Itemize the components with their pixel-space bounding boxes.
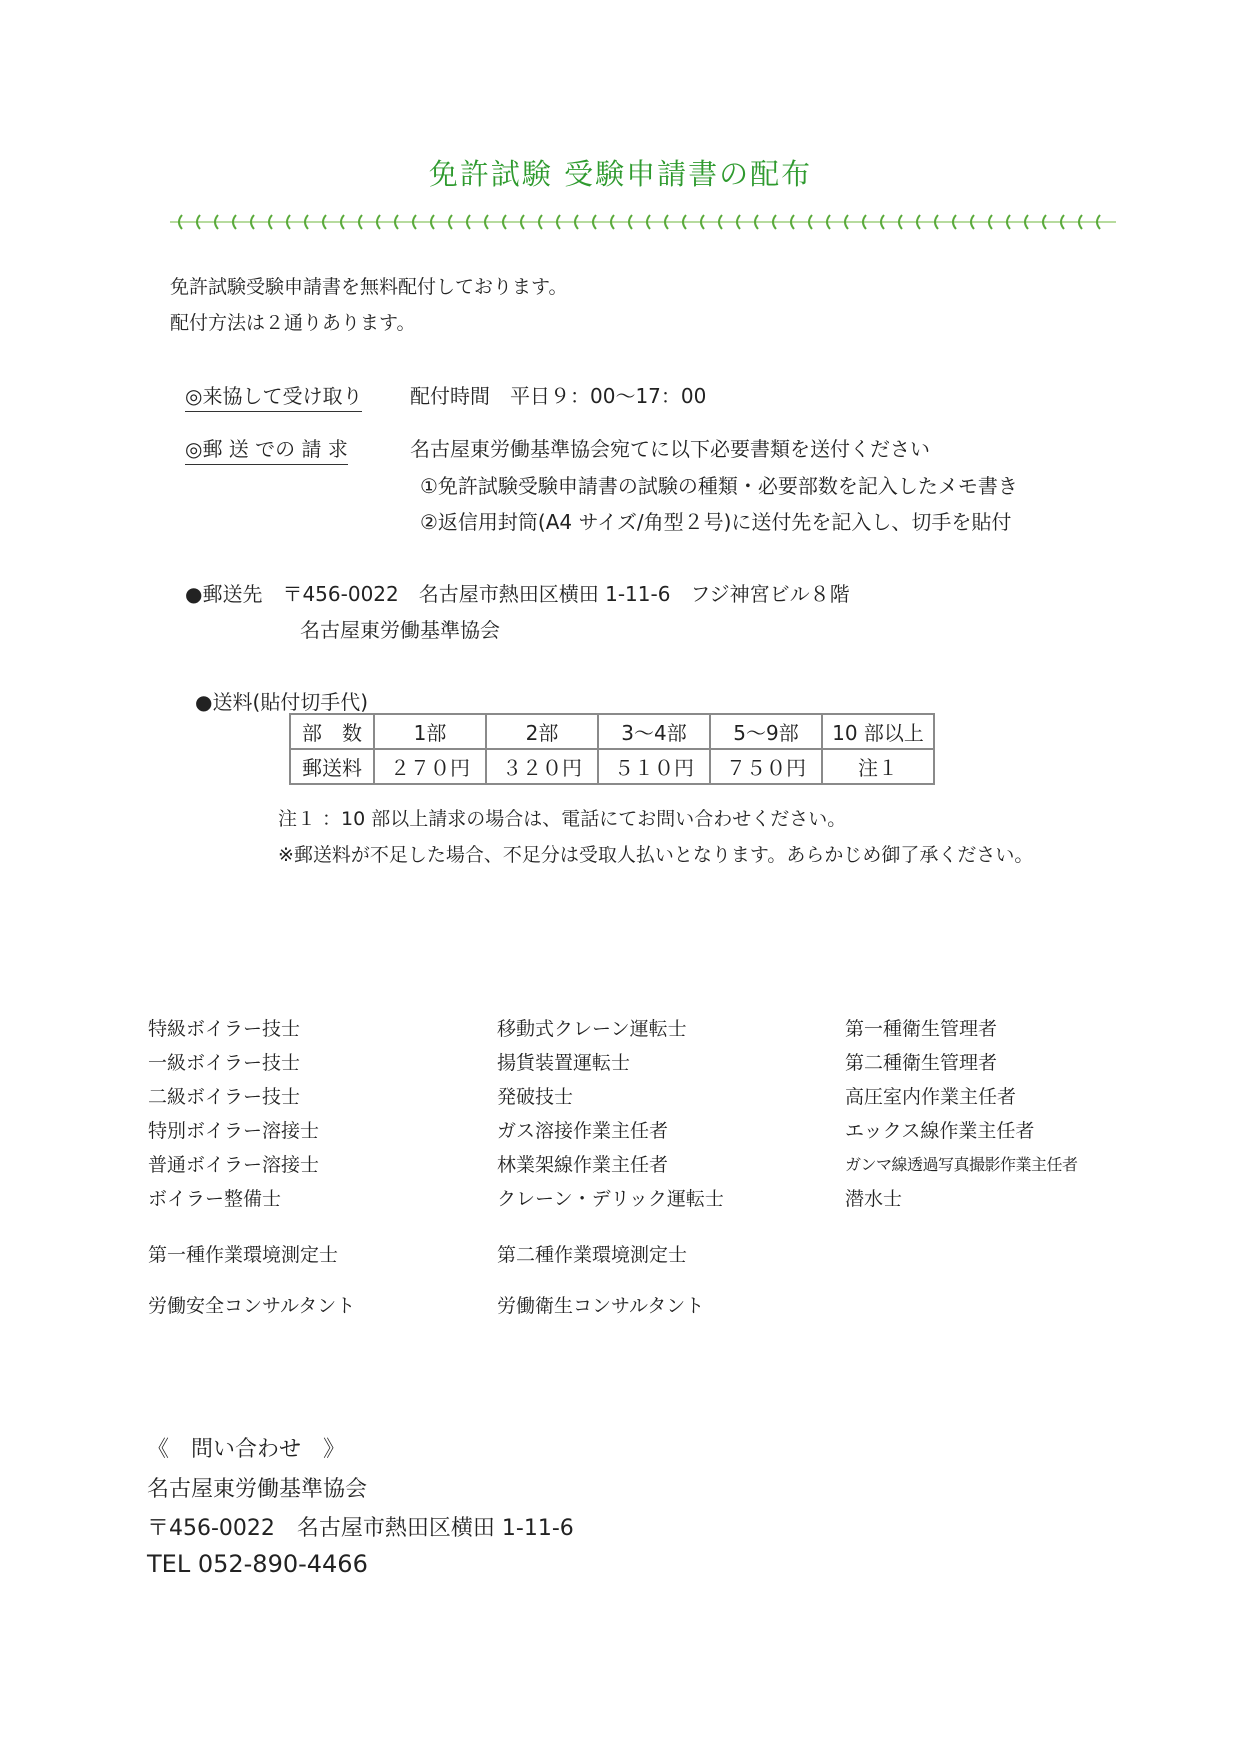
exam-list-col-3: [845, 1012, 1078, 1216]
exam-list-col-1: [148, 1012, 319, 1216]
contact-heading: 《 問い合わせ 》: [147, 1437, 346, 1462]
exam-item: 特別ボイラー溶接士: [148, 1120, 320, 1142]
fee-table-header-row: [290, 714, 934, 749]
contact-address: 〒456-0022 名古屋市熱田区横田 1-11-6: [147, 1516, 574, 1541]
exam-item: ガンマ線透過写真撮影作業主任者: [845, 1155, 1078, 1174]
fee-note-1: 注１ ：10 部以上請求の場合は、電話にてお問い合わせください。: [278, 808, 847, 830]
fee-cell: 郵送料: [290, 749, 374, 784]
mail-label: ◎郵 送 での 請 求: [185, 433, 348, 465]
exam-item: エックス線作業主任者: [845, 1120, 1035, 1142]
fee-header-cell: 2部: [486, 714, 598, 749]
mail-item-2: ②返信用封筒(A4 サイズ/角型２号)に送付先を記入し、切手を貼付: [420, 510, 1012, 534]
exam-item: 高圧室内作業主任者: [845, 1086, 1017, 1108]
exam-item: 林業架線作業主任者: [497, 1154, 669, 1176]
exam-item: 第一種衛生管理者: [845, 1018, 998, 1040]
exam-item: 特級ボイラー技士: [148, 1018, 301, 1040]
exam-item: 揚貨装置運転士: [497, 1052, 631, 1074]
exam-item: 発破技士: [497, 1086, 574, 1108]
exam-item: 第二種作業環境測定士: [497, 1244, 688, 1266]
exam-item: ガス溶接作業主任者: [497, 1120, 669, 1142]
mail-text: 名古屋東労働基準協会宛てに以下必要書類を送付ください: [410, 437, 930, 461]
intro-line-1: 免許試験受験申請書を無料配付しております。: [170, 276, 568, 298]
fee-cell: ３２０円: [486, 749, 598, 784]
fee-cell: ７５０円: [710, 749, 822, 784]
exam-item: 第一種作業環境測定士: [148, 1244, 339, 1266]
vine-divider: [170, 212, 1116, 232]
pickup-label: ◎来協して受け取り: [185, 380, 362, 412]
fee-table-row: [290, 749, 934, 784]
mailing-address: ●郵送先 〒456-0022 名古屋市熱田区横田 1-11-6 フジ神宮ビル８階: [185, 582, 850, 606]
fee-header-cell: 10 部以上: [822, 714, 934, 749]
exam-item: 移動式クレーン運転士: [497, 1018, 687, 1040]
exam-item: クレーン・デリック運転士: [497, 1188, 724, 1210]
mail-item-1: ①免許試験受験申請書の試験の種類・必要部数を記入したメモ書き: [420, 474, 1018, 498]
fee-note-2: ※郵送料が不足した場合、不足分は受取人払いとなります。あらかじめ御了承ください。: [278, 844, 1034, 866]
fee-cell: 注１: [822, 749, 934, 784]
pickup-text: 配付時間 平日９：00～17：00: [410, 384, 707, 408]
exam-item: 潜水士: [845, 1188, 903, 1210]
exam-item: 第二種衛生管理者: [845, 1052, 998, 1074]
exam-list-col-2: [497, 1012, 724, 1216]
intro-line-2: 配付方法は２通りあります。: [170, 312, 416, 334]
exam-item: 労働安全コンサルタント: [148, 1295, 356, 1317]
exam-item: 労働衛生コンサルタント: [497, 1295, 705, 1317]
fee-cell: ２７０円: [374, 749, 486, 784]
exam-item: ボイラー整備士: [148, 1188, 282, 1210]
fee-cell: ５１０円: [598, 749, 710, 784]
exam-item: 二級ボイラー技士: [148, 1086, 301, 1108]
fee-table: [289, 713, 935, 785]
contact-org: 名古屋東労働基準協会: [147, 1477, 368, 1502]
exam-item: 普通ボイラー溶接士: [148, 1154, 320, 1176]
fees-heading: ●送料(貼付切手代): [195, 690, 369, 714]
fee-header-cell: 1部: [374, 714, 486, 749]
page-title: 免許試験 受験申請書の配布: [428, 157, 813, 191]
exam-item: 一級ボイラー技士: [148, 1052, 301, 1074]
fee-header-cell: 部 数: [290, 714, 374, 749]
contact-tel: TEL 052-890-4466: [147, 1550, 368, 1578]
fee-header-cell: 5～9部: [710, 714, 822, 749]
fee-header-cell: 3～4部: [598, 714, 710, 749]
mailing-org: 名古屋東労働基準協会: [300, 618, 500, 642]
